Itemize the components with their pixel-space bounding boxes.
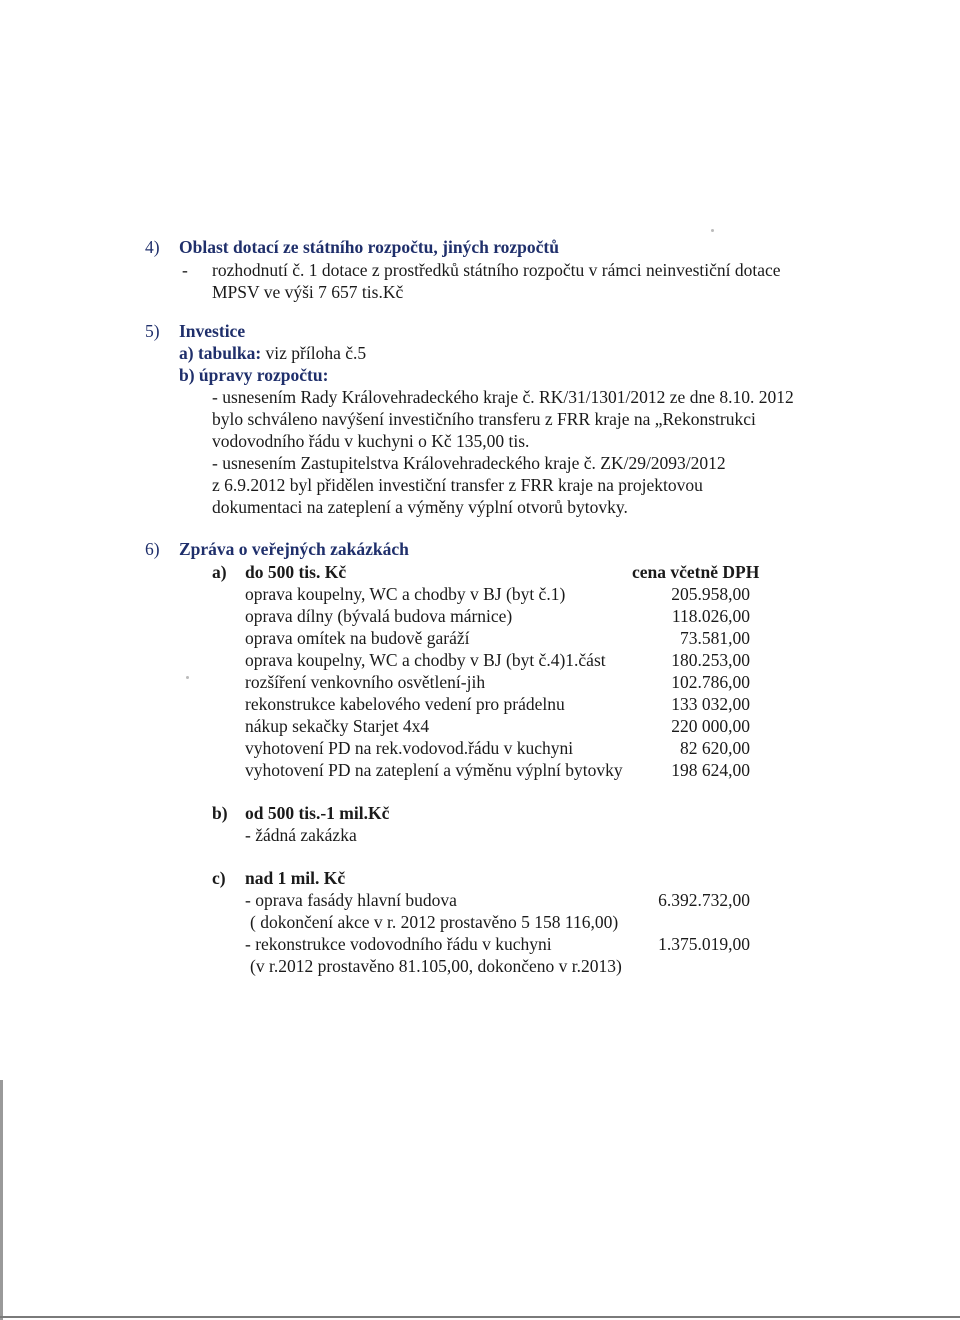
section-5a-text: viz příloha č.5 [265,343,367,363]
scan-speck [186,676,189,679]
contract-item-name: rozšíření venkovního osvětlení-jih [245,672,486,692]
contract-item-name: oprava koupelny, WC a chodby v BJ (byt č.1) [245,584,566,604]
section-5-number: 5) [145,321,160,341]
contract-item-name: oprava koupelny, WC a chodby v BJ (byt č.4)1.část [245,650,606,670]
contract-item-price: 180.253,00 [671,650,750,670]
contract-item-price: 82 620,00 [680,738,750,758]
contract-item-price: 133 032,00 [671,694,750,714]
section-5a-row [179,342,366,364]
section-5a-label: a) tabulka: [179,343,262,363]
contract-item-name: vyhotovení PD na rek.vodovod.řádu v kuchyni [245,738,574,758]
section-5b-line-4: - usnesením Zastupitelstva Královehradeckého kraje č. ZK/29/2093/2012 [212,453,726,473]
section-5b-line-6: dokumentaci na zateplení a výměny výplní otvorů bytovky. [212,497,628,517]
contract-item-name: rekonstrukce kabelového vedení pro prádelnu [245,694,565,714]
large-contract-item-price: 1.375.019,00 [658,934,750,954]
contract-item-price: 102.786,00 [671,672,750,692]
section-4-dash: - [182,260,188,280]
large-contract-item-name: - rekonstrukce vodovodního řádu v kuchyni [245,934,552,954]
section-6b-label: b) [212,803,228,823]
section-6c-title: nad 1 mil. Kč [245,868,346,888]
contract-item-name: oprava dílny (bývalá budova márnice) [245,606,513,626]
contract-item-price: 73.581,00 [680,628,750,648]
scan-bottom-edge [0,1316,960,1318]
contract-item-price: 205.958,00 [671,584,750,604]
large-contract-item-name: - oprava fasády hlavní budova [245,890,457,910]
section-4-line-1: rozhodnutí č. 1 dotace z prostředků státního rozpočtu v rámci neinvestiční dotace [212,260,781,280]
scan-speck [711,229,714,232]
section-6a-label: a) [212,562,227,582]
section-4-number: 4) [145,237,160,257]
contract-item-name: oprava omítek na budově garáží [245,628,470,648]
contract-item-name: vyhotovení PD na zateplení a výměnu výplní bytovky [245,760,623,780]
contract-item-price: 118.026,00 [671,606,750,626]
section-5b-line-5: z 6.9.2012 byl přidělen investiční transfer z FRR kraje na projektovou [212,475,703,495]
section-5b-line-1: - usnesením Rady Královehradeckého kraje č. RK/31/1301/2012 ze dne 8.10. 2012 [212,387,794,407]
section-5b-label: b) úpravy rozpočtu: [179,365,329,385]
scan-edge-shadow [0,1080,3,1320]
contract-item-price: 198 624,00 [671,760,750,780]
large-contract-item-note: ( dokončení akce v r. 2012 prostavěno 5 158 116,00) [250,912,619,932]
price-column-header: cena včetně DPH [632,562,760,582]
large-contract-item-price: 6.392.732,00 [658,890,750,910]
contract-item-price: 220 000,00 [671,716,750,736]
large-contract-item-note: (v r.2012 prostavěno 81.105,00, dokončeno v r.2013) [250,956,622,976]
section-6-number: 6) [145,539,160,559]
contract-item-name: nákup sekačky Starjet 4x4 [245,716,430,736]
section-5b-line-2: bylo schváleno navýšení investičního transferu z FRR kraje na „Rekonstrukci [212,409,756,429]
section-6a-title: do 500 tis. Kč [245,562,347,582]
section-6b-text: - žádná zakázka [245,825,357,845]
section-5b-line-3: vodovodního řádu v kuchyni o Kč 135,00 tis. [212,431,530,451]
section-6-title: Zpráva o veřejných zakázkách [179,539,409,559]
section-4-line-2: MPSV ve výši 7 657 tis.Kč [212,282,404,302]
section-6c-label: c) [212,868,226,888]
section-4-title: Oblast dotací ze státního rozpočtu, jiných rozpočtů [179,237,559,257]
section-6b-title: od 500 tis.-1 mil.Kč [245,803,390,823]
section-5-title: Investice [179,321,246,341]
